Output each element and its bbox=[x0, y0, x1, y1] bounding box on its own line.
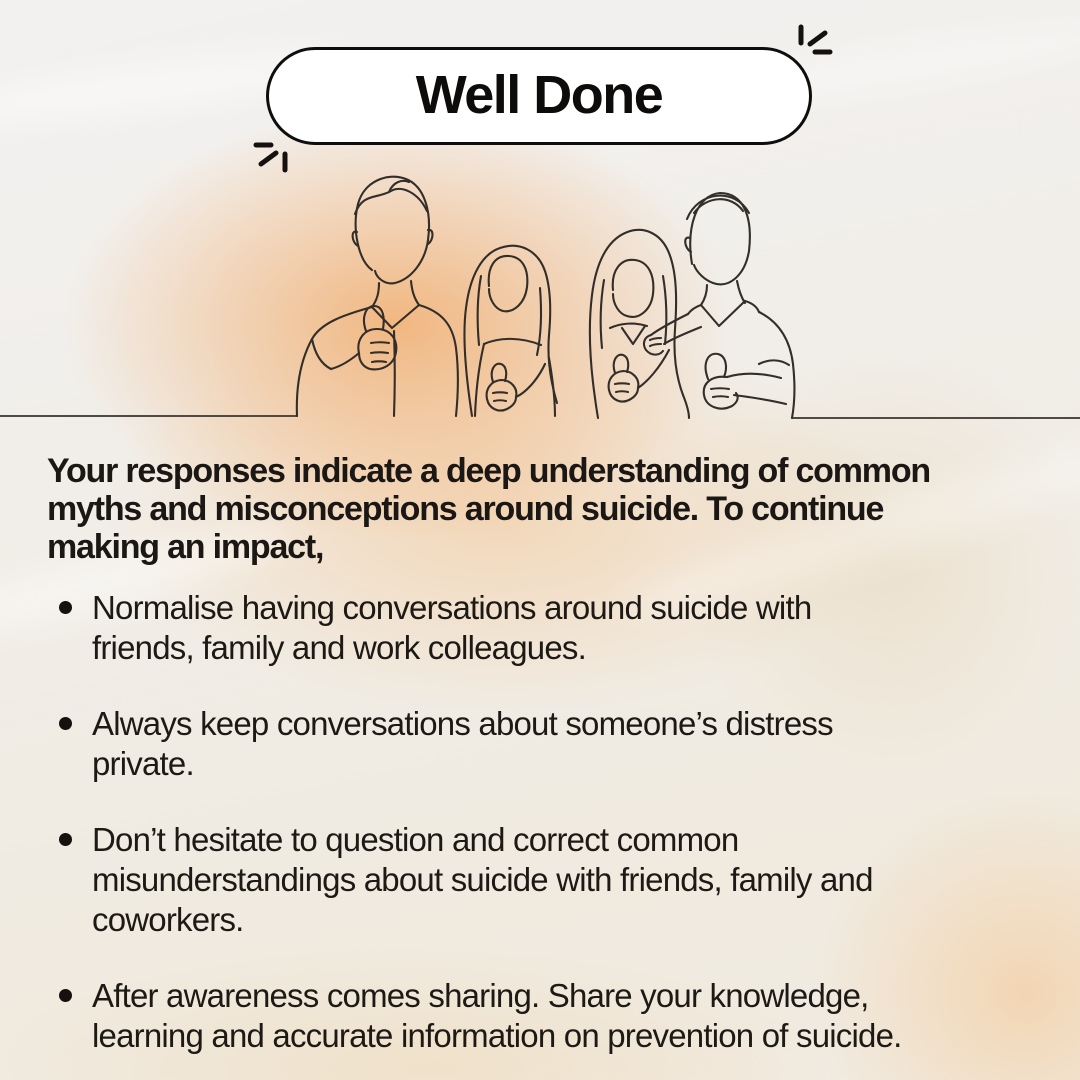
text-line: coworkers. bbox=[92, 901, 244, 938]
bullet-text bbox=[92, 976, 902, 1056]
page-title: Well Done bbox=[415, 65, 663, 125]
bullet-text bbox=[92, 704, 833, 784]
text-line: Normalise having conversations around suicide with bbox=[92, 589, 812, 626]
text-line: Always keep conversations about someone’s distress bbox=[92, 705, 833, 742]
text-line: friends, family and work colleagues. bbox=[92, 629, 586, 666]
title-badge bbox=[266, 47, 812, 145]
bullet-item bbox=[47, 976, 1052, 1056]
text-line: misunderstandings about suicide with friends, family and bbox=[92, 861, 873, 898]
text-line: myths and misconceptions around suicide. To continue bbox=[47, 490, 884, 528]
bullet-dot-icon bbox=[59, 601, 72, 614]
text-line: Don’t hesitate to question and correct common bbox=[92, 821, 739, 858]
bullet-dot-icon bbox=[59, 989, 72, 1002]
bullet-text bbox=[92, 820, 873, 940]
text-line: After awareness comes sharing. Share your knowledge, bbox=[92, 977, 869, 1014]
content-block bbox=[47, 452, 1052, 1056]
bullet-item bbox=[47, 704, 1052, 784]
four-people-thumbs-up-illustration bbox=[0, 166, 1080, 426]
text-line: learning and accurate information on prevention of suicide. bbox=[92, 1017, 902, 1054]
bullet-dot-icon bbox=[59, 833, 72, 846]
bullet-text bbox=[92, 588, 811, 668]
intro-paragraph bbox=[47, 452, 1052, 566]
text-line: making an impact, bbox=[47, 528, 324, 566]
text-line: private. bbox=[92, 745, 194, 782]
bullet-item bbox=[47, 588, 1052, 668]
bullet-list bbox=[47, 588, 1052, 1056]
text-line: Your responses indicate a deep understanding of common bbox=[47, 452, 930, 490]
bullet-item bbox=[47, 820, 1052, 940]
sparkle-burst-icon bbox=[797, 23, 837, 63]
bullet-dot-icon bbox=[59, 717, 72, 730]
